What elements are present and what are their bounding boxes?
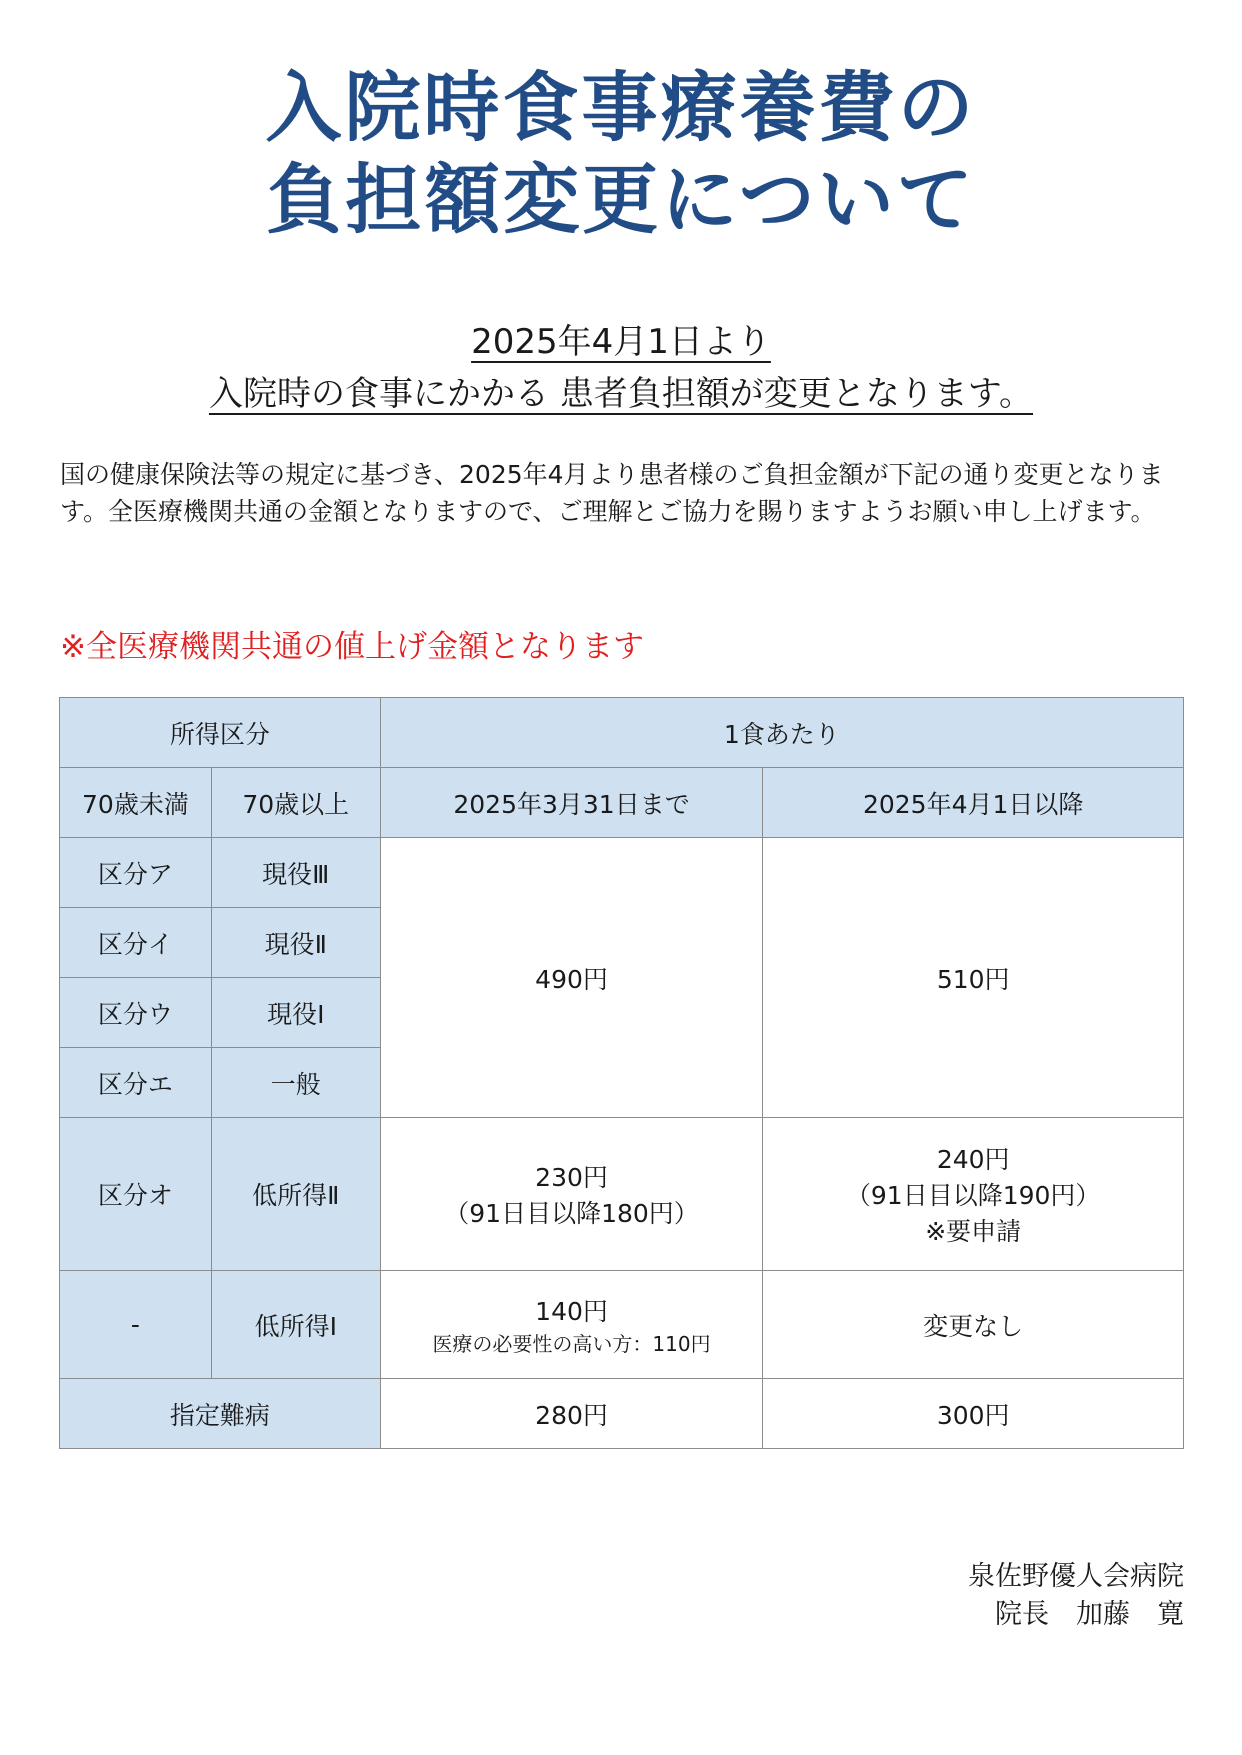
category-under70: 区分イ: [60, 908, 212, 978]
intro-paragraph: 国の健康保険法等の規定に基づき、2025年4月より患者様のご負担金額が下記の通り変更となります。全医療機関共通の金額となりますので、ご理解とご協力を賜りますようお願い申し上げます。: [60, 460, 1164, 526]
category-under70: 区分オ: [60, 1118, 212, 1271]
o-after-application: ※要申請: [925, 1217, 1022, 1246]
header-before: 2025年3月31日まで: [380, 768, 763, 838]
director-name: 院長 加藤 寛: [995, 1599, 1184, 1630]
table-row: [60, 1271, 1184, 1379]
page-title: [0, 62, 1242, 246]
group-after-value: 510円: [763, 838, 1184, 1118]
signature: [968, 1558, 1184, 1634]
title-line-2: 負担額変更について: [266, 155, 976, 244]
title-line-1: 入院時食事療養費の: [265, 63, 977, 152]
fee-table: [59, 697, 1184, 1449]
o-after-cell: [763, 1118, 1184, 1271]
intractable-before: 280円: [380, 1379, 763, 1449]
table-row: [60, 1118, 1184, 1271]
category-over70: 現役Ⅱ: [211, 908, 380, 978]
header-income: 所得区分: [60, 698, 381, 768]
table-row: [60, 838, 1184, 908]
table-row: [60, 1379, 1184, 1449]
category-over70: 低所得Ⅰ: [211, 1271, 380, 1379]
l-before-price: 140円: [535, 1297, 608, 1326]
header-under70: 70歳未満: [60, 768, 212, 838]
table-header-row: [60, 698, 1184, 768]
l-after-value: 変更なし: [763, 1271, 1184, 1379]
category-under70: 区分ア: [60, 838, 212, 908]
intractable-label: 指定難病: [60, 1379, 381, 1449]
o-before-price: 230円: [535, 1163, 608, 1192]
category-over70: 現役Ⅰ: [211, 978, 380, 1048]
category-under70: 区分ウ: [60, 978, 212, 1048]
o-before-cell: [380, 1118, 763, 1271]
header-after: 2025年4月1日以降: [763, 768, 1184, 838]
hospital-name: 泉佐野優人会病院: [968, 1561, 1184, 1592]
group-before-value: 490円: [380, 838, 763, 1118]
header-per-meal: 1食あたり: [380, 698, 1183, 768]
subtitle: [0, 316, 1242, 420]
category-over70: 一般: [211, 1048, 380, 1118]
o-before-note: （91日目以降180円）: [444, 1199, 699, 1228]
o-after-note: （91日目以降190円）: [845, 1181, 1101, 1210]
l-before-note: 医療の必要性の高い方：110円: [432, 1332, 711, 1356]
l-before-cell: [380, 1271, 763, 1379]
table-subheader-row: [60, 768, 1184, 838]
category-over70: 低所得Ⅱ: [211, 1118, 380, 1271]
intractable-after: 300円: [763, 1379, 1184, 1449]
o-after-price: 240円: [936, 1145, 1010, 1174]
header-over70: 70歳以上: [211, 768, 380, 838]
notice-text: ※全医療機関共通の値上げ金額となります: [60, 629, 644, 665]
category-under70: -: [60, 1271, 212, 1379]
subtitle-line-2: 入院時の食事にかかる 患者負担額が変更となります。: [208, 374, 1034, 414]
subtitle-line-1: 2025年4月1日より: [471, 322, 771, 362]
category-under70: 区分エ: [60, 1048, 212, 1118]
category-over70: 現役Ⅲ: [211, 838, 380, 908]
